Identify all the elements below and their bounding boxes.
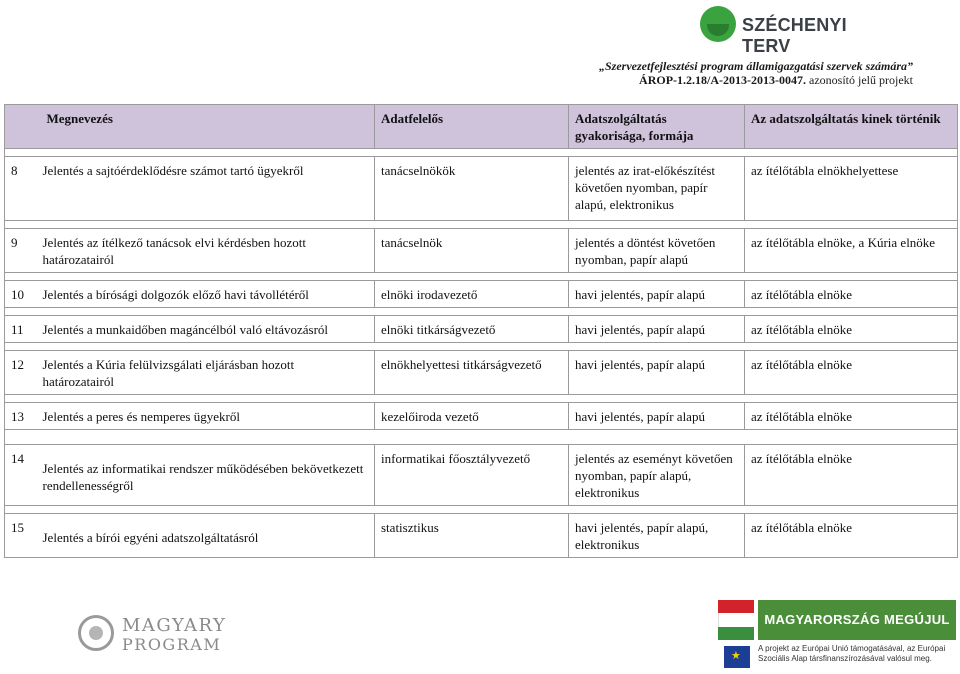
row-owner: statisztikus xyxy=(375,514,569,558)
row-frequency: havi jelentés, papír alapú, elektronikus xyxy=(569,514,745,558)
table-row xyxy=(5,281,958,308)
magyary-text-line1: MAGYARY xyxy=(122,615,227,636)
row-name-text: Jelentés az informatikai rendszer működésében bekövetkezett rendellenességről xyxy=(42,461,364,493)
header-recipient: Az adatszolgáltatás kinek történik xyxy=(745,105,958,149)
row-frequency: havi jelentés, papír alapú xyxy=(569,403,745,430)
row-name: Jelentés a bírósági dolgozók előző havi távollétéről xyxy=(41,281,375,308)
row-name xyxy=(41,514,375,558)
project-code-suffix: azonosító jelű projekt xyxy=(806,73,913,87)
header-owner: Adatfelelős xyxy=(375,105,569,149)
row-name-text: Jelentés a bírói egyéni adatszolgáltatásról xyxy=(42,530,259,545)
row-frequency: jelentés az irat-előkészítést követően nyomban, papír alapú, elektronikus xyxy=(569,157,745,221)
row-num: 9 xyxy=(5,229,41,273)
row-owner: elnökhelyettesi titkárságvezető xyxy=(375,351,569,395)
row-frequency: jelentés a döntést követően nyomban, papír alapú xyxy=(569,229,745,273)
row-num: 12 xyxy=(5,351,41,395)
row-owner: elnöki irodavezető xyxy=(375,281,569,308)
eu-flag-icon xyxy=(724,646,750,668)
row-recipient: az ítélőtábla elnöke, a Kúria elnöke xyxy=(745,229,958,273)
eu-support-text: A projekt az Európai Unió támogatásával, az Európai Szociális Alap társfinanszírozásával valósul meg. xyxy=(758,644,946,663)
magyary-program-logo xyxy=(78,613,238,655)
row-num: 15 xyxy=(5,514,41,558)
row-name: Jelentés a munkaidőben magáncélból való eltávozásról xyxy=(41,316,375,343)
row-num: 11 xyxy=(5,316,41,343)
row-name: Jelentés a Kúria felülvizsgálati eljárásban hozott határozatairól xyxy=(41,351,375,395)
magyary-emblem-icon xyxy=(78,615,114,651)
project-code-line xyxy=(639,73,913,88)
row-frequency: jelentés az eseményt követően nyomban, papír alapú, elektronikus xyxy=(569,445,745,506)
row-owner: elnöki titkárságvezető xyxy=(375,316,569,343)
project-title: „Szervezetfejlesztési program államigazgatási szervek számára” xyxy=(599,59,913,73)
table-row xyxy=(5,316,958,343)
report-table xyxy=(4,104,958,558)
row-num: 13 xyxy=(5,403,41,430)
row-recipient: az ítélőtábla elnöke xyxy=(745,351,958,395)
row-num: 8 xyxy=(5,157,41,221)
magyarorszag-megujul-logo xyxy=(718,598,958,674)
row-num: 10 xyxy=(5,281,41,308)
header-num xyxy=(5,105,41,149)
report-table-wrapper xyxy=(4,104,957,558)
szechenyi-brand-text: SZÉCHENYI TERV xyxy=(742,15,847,56)
row-owner: informatikai főosztályvezető xyxy=(375,445,569,506)
row-frequency: havi jelentés, papír alapú xyxy=(569,351,745,395)
row-recipient: az ítélőtábla elnöke xyxy=(745,281,958,308)
row-recipient: az ítélőtábla elnöke xyxy=(745,316,958,343)
row-owner: kezelőiroda vezető xyxy=(375,403,569,430)
table-row xyxy=(5,157,958,221)
table-header-row xyxy=(5,105,958,149)
table-row xyxy=(5,403,958,430)
row-name: Jelentés az ítélkező tanácsok elvi kérdésben hozott határozatairól xyxy=(41,229,375,273)
szechenyi-terv-logo xyxy=(700,6,900,56)
magyary-text-line2: PROGRAM xyxy=(122,635,222,654)
table-row xyxy=(5,445,958,506)
table-row xyxy=(5,514,958,558)
hungarian-flag-icon xyxy=(718,600,754,640)
row-name xyxy=(41,445,375,506)
project-code: ÁROP-1.2.18/A-2013-2013-0047. xyxy=(639,73,807,87)
row-frequency: havi jelentés, papír alapú xyxy=(569,316,745,343)
row-recipient: az ítélőtábla elnöke xyxy=(745,445,958,506)
table-row xyxy=(5,229,958,273)
row-num: 14 xyxy=(5,445,41,506)
mo-banner-text: MAGYARORSZÁG MEGÚJUL xyxy=(758,600,956,640)
row-owner: tanácselnökök xyxy=(375,157,569,221)
row-recipient: az ítélőtábla elnöke xyxy=(745,403,958,430)
table-row xyxy=(5,351,958,395)
szechenyi-logo-icon xyxy=(700,6,736,42)
row-name: Jelentés a sajtóérdeklődésre számot tartó ügyekről xyxy=(41,157,375,221)
row-recipient: az ítélőtábla elnökhelyettese xyxy=(745,157,958,221)
header-frequency: Adatszolgáltatás gyakorisága, formája xyxy=(569,105,745,149)
row-owner: tanácselnök xyxy=(375,229,569,273)
row-frequency: havi jelentés, papír alapú xyxy=(569,281,745,308)
header-name: Megnevezés xyxy=(41,105,375,149)
row-recipient: az ítélőtábla elnöke xyxy=(745,514,958,558)
row-name: Jelentés a peres és nemperes ügyekről xyxy=(41,403,375,430)
